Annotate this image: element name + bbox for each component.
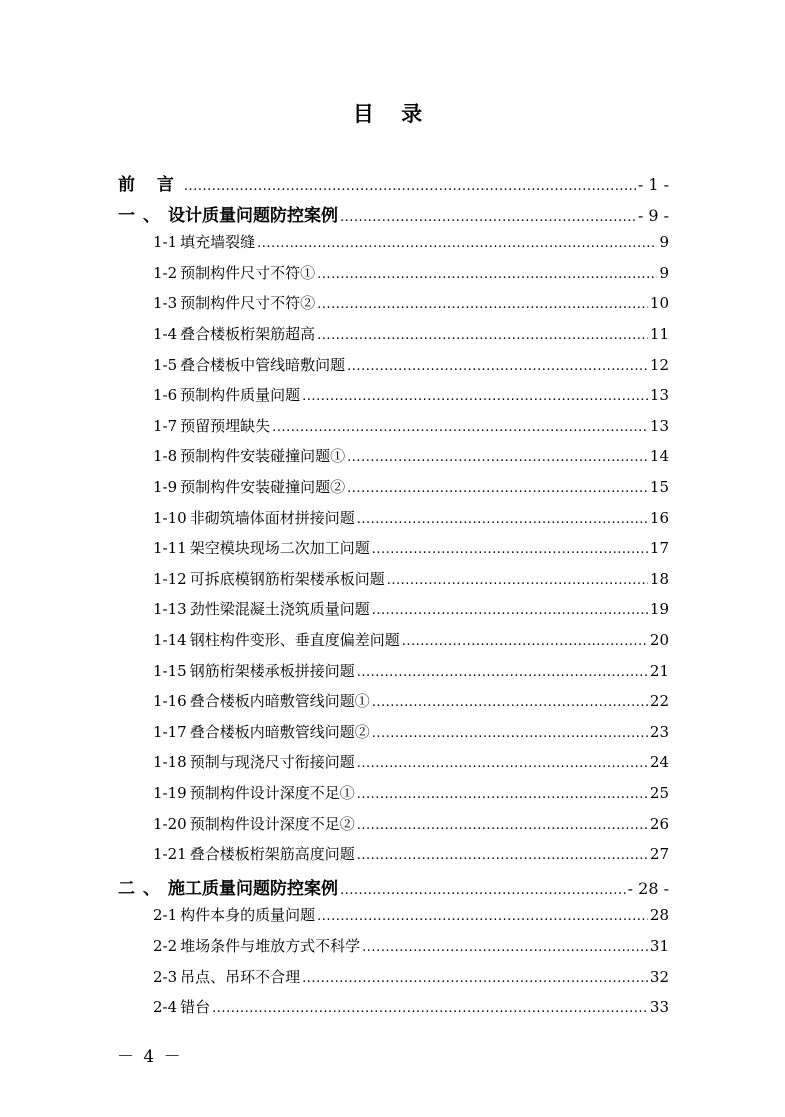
- toc-entry-number: 1-5: [153, 355, 178, 374]
- toc-page-number: 23: [649, 722, 669, 741]
- toc-page-number: 10: [649, 294, 669, 313]
- toc-dot-leader: [317, 267, 657, 282]
- toc-dot-leader: [357, 818, 648, 833]
- toc-page-number: 22: [649, 692, 669, 711]
- toc-entry[interactable]: [153, 354, 669, 375]
- toc-entry-title: 预制构件安装碰撞问题②: [180, 478, 346, 496]
- toc-entry[interactable]: [153, 262, 669, 283]
- toc-entry-number: 1-19: [153, 784, 187, 802]
- toc-entry-number: 1-10: [153, 508, 187, 527]
- toc-entry[interactable]: [153, 996, 669, 1017]
- toc-entry-title: 叠合楼板桁架筋高度问题: [189, 845, 355, 864]
- toc-page-number: - 9 -: [637, 205, 669, 225]
- toc-entry-title: 预制构件质量问题: [180, 386, 301, 405]
- toc-dot-leader: [357, 787, 648, 802]
- toc-dot-leader: [317, 297, 648, 312]
- toc-entry-title: 叠合楼板桁架筋超高: [180, 325, 316, 343]
- toc-entry[interactable]: [153, 384, 669, 405]
- toc-section-entry[interactable]: [118, 874, 669, 899]
- toc-dot-leader: [402, 634, 648, 649]
- toc-entry-number: 2-1: [153, 906, 178, 925]
- toc-entry-title: 预制构件安装碰撞问题①: [180, 447, 346, 466]
- toc-page-number: 32: [649, 967, 669, 986]
- toc-page-number: 13: [649, 386, 669, 405]
- toc-entry[interactable]: [153, 690, 669, 711]
- toc-dot-leader: [372, 542, 648, 557]
- toc-entry-title: 错台: [180, 998, 211, 1017]
- toc-page-number: 26: [649, 814, 669, 833]
- toc-page-number: 21: [649, 661, 669, 680]
- toc-entry[interactable]: [153, 507, 669, 528]
- toc-entry-number: 1-18: [153, 753, 187, 772]
- toc-entry-title: 叠合楼板中管线暗敷问题: [180, 355, 346, 374]
- toc-page-number: 14: [649, 447, 669, 466]
- toc-entry-number: 二、: [118, 878, 168, 899]
- toc-entry-title: 预制构件尺寸不符②: [180, 294, 316, 313]
- toc-entry-number: 1-9: [153, 478, 178, 496]
- toc-dot-leader: [317, 909, 648, 924]
- toc-entry[interactable]: [153, 323, 669, 344]
- toc-entry-title: 施工质量问题防控案例: [168, 878, 338, 899]
- toc-entry-number: 1-6: [153, 386, 178, 405]
- toc-entry[interactable]: [153, 629, 669, 650]
- toc-entry-title: 钢柱构件变形、垂直度偏差问题: [189, 631, 400, 649]
- toc-page-number: 11: [649, 325, 669, 343]
- toc-dot-leader: [302, 971, 648, 986]
- toc-entry[interactable]: [153, 568, 669, 589]
- toc-page-number: 20: [649, 631, 669, 649]
- toc-dot-leader: [347, 359, 648, 374]
- toc-dot-leader: [357, 665, 648, 680]
- toc-entry[interactable]: [153, 782, 669, 803]
- toc-entry-number: 1-21: [153, 845, 187, 864]
- toc-page-number: 28: [649, 906, 669, 925]
- toc-entry-number: 1-14: [153, 631, 187, 649]
- toc-entry-title: 填充墙裂缝: [180, 233, 256, 252]
- toc-entry-title: 劲性梁混凝土浇筑质量问题: [189, 600, 370, 619]
- toc-dot-leader: [362, 940, 648, 955]
- toc-entry-number: 1-8: [153, 447, 178, 466]
- toc-entry-number: 前 言: [118, 175, 182, 195]
- toc-entry-number: 2-2: [153, 937, 178, 955]
- toc-entry-title: 叠合楼板内暗敷管线问题②: [189, 722, 370, 741]
- toc-dot-leader: [372, 726, 648, 741]
- toc-entry-number: 1-7: [153, 416, 178, 435]
- toc-dot-leader: [387, 573, 648, 588]
- toc-entry-number: 1-2: [153, 263, 178, 282]
- toc-dot-leader: [184, 179, 636, 194]
- page-number: － 4 －: [117, 1047, 183, 1067]
- toc-page-number: 9: [659, 233, 669, 252]
- toc-entry-number: 1-12: [153, 569, 187, 588]
- toc-dot-leader: [347, 450, 648, 465]
- toc-entry[interactable]: [153, 751, 669, 772]
- toc-entry-number: 1-4: [153, 325, 178, 343]
- toc-entry-title: 吊点、吊环不合理: [180, 967, 301, 986]
- toc-entry-number: 1-20: [153, 814, 187, 833]
- toc-entry-number: 1-15: [153, 661, 187, 680]
- toc-dot-leader: [357, 756, 648, 771]
- toc-page-number: 13: [649, 416, 669, 435]
- toc-page-number: 24: [649, 753, 669, 772]
- toc-entry[interactable]: [153, 966, 669, 987]
- toc-entry-number: 1-1: [153, 233, 178, 252]
- toc-entry-title: 非砌筑墙体面材拼接问题: [189, 508, 355, 527]
- toc-entry-title: 堆场条件与堆放方式不科学: [180, 937, 361, 955]
- toc-entry-number: 1-3: [153, 294, 178, 313]
- toc-entry-title: 叠合楼板内暗敷管线问题①: [189, 692, 370, 711]
- toc-entry-title: 预制构件尺寸不符①: [180, 263, 316, 282]
- toc-page-number: 27: [649, 845, 669, 864]
- toc-entry-number: 1-16: [153, 692, 187, 711]
- toc-entry[interactable]: [153, 415, 669, 436]
- toc-entry-number: 一、: [118, 205, 168, 226]
- toc-entry[interactable]: [153, 231, 669, 252]
- toc-entry-number: 1-13: [153, 600, 187, 619]
- toc-entry[interactable]: [153, 721, 669, 742]
- toc-entry-title: 预留预埋缺失: [180, 416, 271, 435]
- toc-page-number: 33: [649, 998, 669, 1017]
- toc-entry[interactable]: [153, 813, 669, 834]
- toc-entry[interactable]: [153, 292, 669, 313]
- toc-entry-title: 钢筋桁架楼承板拼接问题: [189, 661, 355, 680]
- toc-entry-title: 可拆底模钢筋桁架楼承板问题: [189, 569, 385, 588]
- toc-entry-title: 预制构件设计深度不足②: [189, 814, 355, 833]
- toc-entry[interactable]: [153, 843, 669, 864]
- toc-dot-leader: [340, 210, 636, 225]
- toc-dot-leader: [372, 695, 648, 710]
- toc-dot-leader: [302, 389, 648, 404]
- page-title: 目 录: [352, 101, 433, 126]
- toc-page-number: 18: [649, 569, 669, 588]
- toc-section-entry[interactable]: [118, 170, 669, 195]
- toc-page-number: 12: [649, 355, 669, 374]
- toc-section-entry[interactable]: [118, 201, 669, 226]
- toc-dot-leader: [372, 603, 648, 618]
- toc-page-number: 31: [649, 937, 669, 955]
- toc-dot-leader: [257, 236, 657, 251]
- toc-entry[interactable]: [153, 598, 669, 619]
- toc-entry-number: 1-17: [153, 722, 187, 741]
- toc-entry-title: 设计质量问题防控案例: [168, 205, 338, 226]
- toc-page-number: 25: [649, 784, 669, 802]
- toc-page-number: 17: [649, 539, 669, 558]
- toc-dot-leader: [340, 883, 626, 898]
- toc-entry-number: 2-3: [153, 967, 178, 986]
- toc-dot-leader: [272, 420, 648, 435]
- toc-page-number: 15: [649, 478, 669, 496]
- toc-page-number: 16: [649, 508, 669, 527]
- toc-entry[interactable]: [153, 660, 669, 681]
- toc-entry[interactable]: [153, 445, 669, 466]
- toc-entry[interactable]: [153, 904, 669, 925]
- toc-dot-leader: [347, 481, 648, 496]
- toc-page-number: - 1 -: [637, 175, 669, 194]
- toc-page-number: - 28 -: [627, 878, 669, 898]
- toc-dot-leader: [357, 512, 648, 527]
- toc-entry-title: 构件本身的质量问题: [180, 906, 316, 925]
- toc-entry-number: 2-4: [153, 998, 178, 1017]
- toc-entry[interactable]: [153, 537, 669, 558]
- toc-dot-leader: [317, 328, 648, 343]
- toc-page-number: 9: [659, 263, 669, 282]
- toc-entry[interactable]: [153, 476, 669, 497]
- toc-entry[interactable]: [153, 935, 669, 956]
- toc-page-number: 19: [649, 600, 669, 619]
- toc-entry-title: 预制与现浇尺寸衔接问题: [189, 753, 355, 772]
- toc-entry-title: 预制构件设计深度不足①: [189, 784, 355, 802]
- toc-dot-leader: [357, 848, 648, 863]
- toc-entry-title: 架空模块现场二次加工问题: [189, 539, 370, 558]
- toc-dot-leader: [212, 1001, 648, 1016]
- toc-entry-number: 1-11: [153, 539, 187, 558]
